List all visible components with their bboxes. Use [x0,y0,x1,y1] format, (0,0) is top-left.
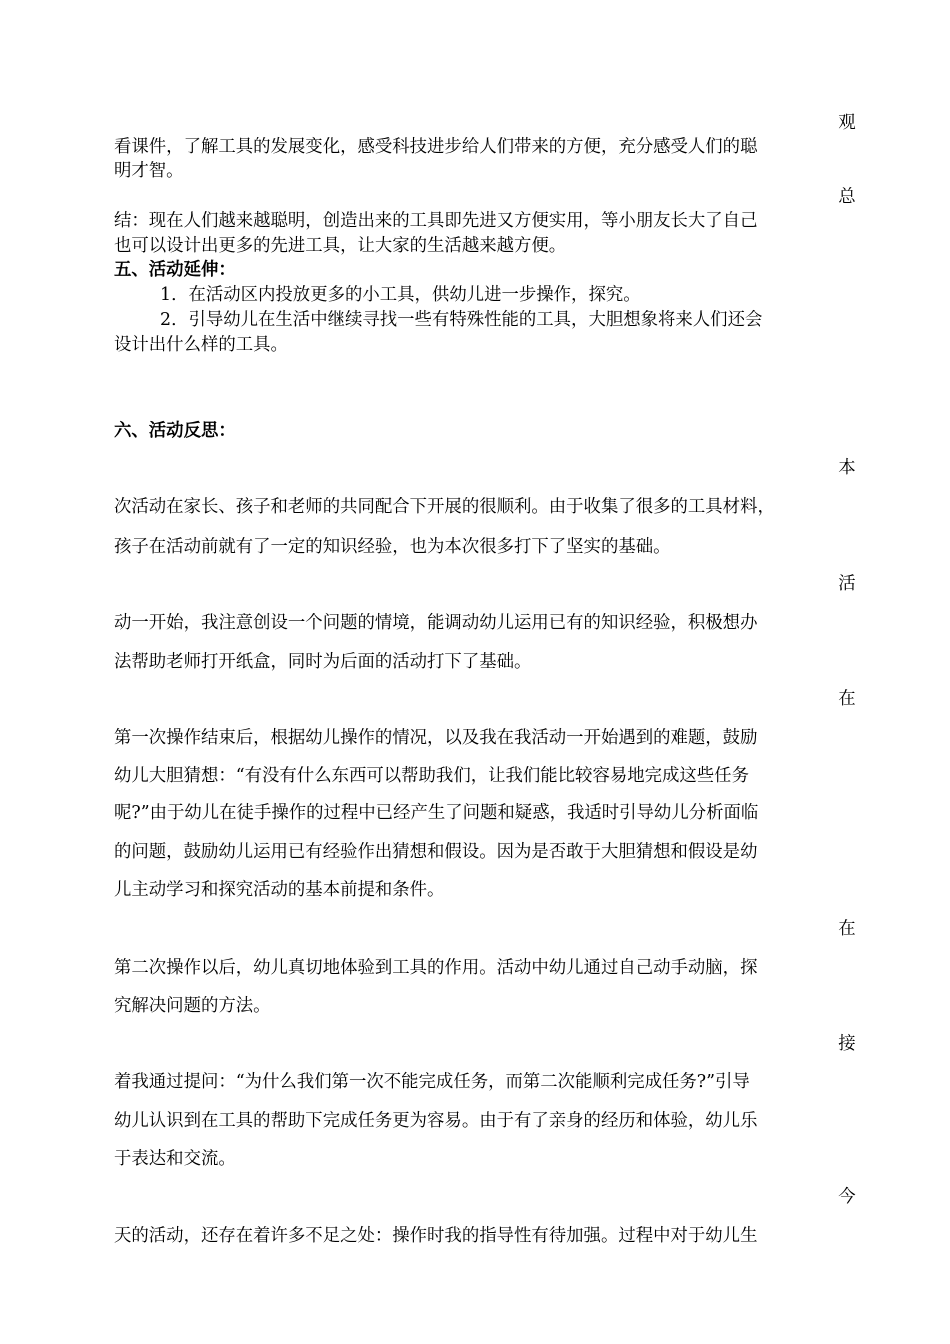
paragraph-line: 第二次操作以后，幼儿真切地体验到工具的作用。活动中幼儿通过自己动手动脑，探 [114,958,758,978]
paragraph-line: 的问题，鼓励幼儿运用已有经验作出猜想和假设。因为是否敢于大胆猜想和假设是幼 [114,842,758,862]
section-heading: 五、活动延伸： [114,260,236,280]
paragraph-lead-char: 今 [838,1187,856,1207]
paragraph-line: 于表达和交流。 [114,1149,236,1169]
paragraph-lead-char: 本 [838,458,856,478]
paragraph-line: 呢?”由于幼儿在徒手操作的过程中已经产生了问题和疑惑，我适时引导幼儿分析面临 [114,803,759,823]
paragraph-line: 看课件，了解工具的发展变化，感受科技进步给人们带来的方便，充分感受人们的聪 [114,137,758,157]
paragraph-lead-char: 接 [838,1034,856,1054]
section-heading: 六、活动反思： [114,421,236,441]
list-item: 2．引导幼儿在生活中继续寻找一些有特殊性能的工具，大胆想象将来人们还会 [160,310,763,330]
list-item-continuation: 设计出什么样的工具。 [114,335,288,355]
paragraph-lead-char: 观 [838,113,856,133]
paragraph-line: 结：现在人们越来越聪明，创造出来的工具即先进又方便实用，等小朋友长大了自己 [114,211,758,231]
paragraph-lead-char: 在 [838,919,856,939]
paragraph-line: 究解决问题的方法。 [114,996,271,1016]
paragraph-line: 第一次操作结束后，根据幼儿操作的情况，以及我在我活动一开始遇到的难题，鼓励 [114,728,758,748]
paragraph-lead-char: 在 [838,689,856,709]
paragraph-line: 次活动在家长、孩子和老师的共同配合下开展的很顺利。由于收集了很多的工具材料， [114,497,775,517]
paragraph-line: 孩子在活动前就有了一定的知识经验，也为本次很多打下了坚实的基础。 [114,537,671,557]
paragraph-line: 儿主动学习和探究活动的基本前提和条件。 [114,880,445,900]
list-item: 1．在活动区内投放更多的小工具，供幼儿进一步操作，探究。 [160,285,641,305]
paragraph-line: 天的活动，还存在着许多不足之处：操作时我的指导性有待加强。过程中对于幼儿生 [114,1226,758,1246]
paragraph-line: 也可以设计出更多的先进工具，让大家的生活越来越方便。 [114,236,567,256]
paragraph-lead-char: 总 [838,187,856,207]
paragraph-line: 法帮助老师打开纸盒，同时为后面的活动打下了基础。 [114,652,532,672]
paragraph-line: 明才智。 [114,161,184,181]
paragraph-line: 着我通过提问：“为什么我们第一次不能完成任务，而第二次能顺利完成任务?”引导 [114,1072,750,1092]
paragraph-lead-char: 活 [838,574,856,594]
paragraph-line: 动一开始，我注意创设一个问题的情境，能调动幼儿运用已有的知识经验，积极想办 [114,613,758,633]
paragraph-line: 幼儿认识到在工具的帮助下完成任务更为容易。由于有了亲身的经历和体验，幼儿乐 [114,1111,758,1131]
paragraph-line: 幼儿大胆猜想：“有没有什么东西可以帮助我们，让我们能比较容易地完成这些任务 [114,766,749,786]
